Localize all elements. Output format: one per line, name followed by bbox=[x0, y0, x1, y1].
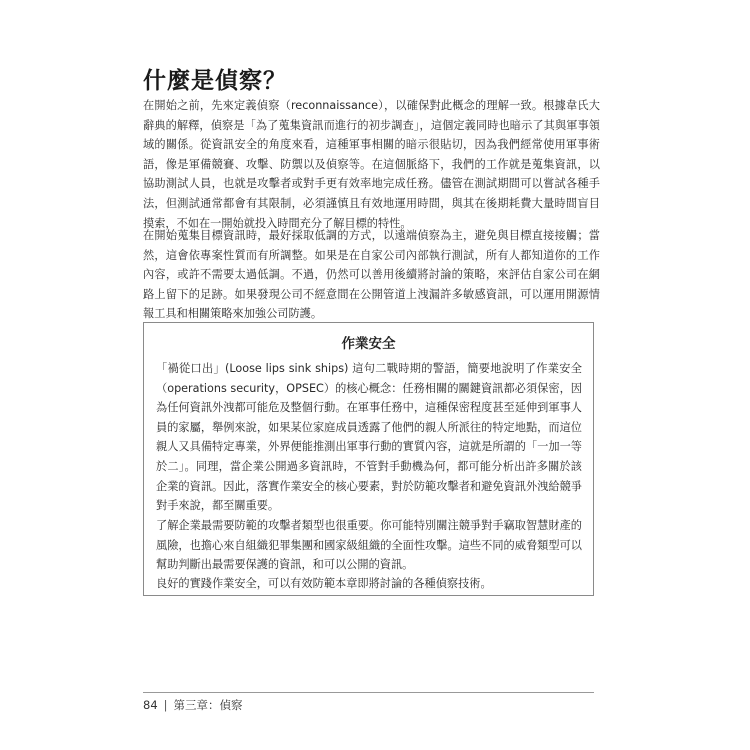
section-heading: 什麼是偵察？ bbox=[143, 68, 287, 94]
page-number: 84 bbox=[143, 698, 158, 712]
footer-separator: | bbox=[163, 698, 168, 712]
page-footer bbox=[143, 697, 243, 713]
chapter-label: 第三章：偵察 bbox=[173, 698, 243, 712]
sidebar-paragraph-1: 「禍從口出」(Loose lips sink ships) 這句二戰時期的警語，簡要地說明了作業安全（operations security，OPSEC）的核心概念：任務相關的關鍵資訊都必須保密，因為任何資訊外洩都可能危及整個行動。在軍事任務中，這種保密程度甚至延伸到軍事人員的家屬，舉例來說，如果某位家庭成員透露了他們的親人所派往的特定地點，而這位親人又具備特定專業，外界便能推測出軍事行動的實質內容，這就是所謂的「一加一等於二」。同理，當企業公開過多資訊時，不管對手動機為何，都可能分析出許多關於該企業的資訊。因此，落實作業安全的核心要素，對於防範攻擊者和避免資訊外洩給競爭對手來說，都至關重要。 bbox=[156, 362, 582, 513]
body-paragraph-2: 在開始蒐集目標資訊時，最好採取低調的方式，以遠端偵察為主，避免與目標直接接觸；當然，這會依專案性質而有所調整。如果是在自家公司內部執行測試，所有人都知道你的工作內容，或許不需要太過低調。不過，仍然可以善用後續將討論的策略，來評估自家公司在網路上留下的足跡。如果發現公司不經意間在公開管道上洩漏許多敏感資訊，可以運用開源情報工具和相關策略來加強公司防護。 bbox=[143, 229, 600, 321]
sidebar-paragraph-2: 了解企業最需要防範的攻擊者類型也很重要。你可能特別關注競爭對手竊取智慧財產的風險，也擔心來自組織犯罪集團和國家級組織的全面性攻擊。這些不同的威脅類型可以幫助判斷出最需要保護的資訊，和可以公開的資訊。 bbox=[156, 519, 582, 572]
footer-divider bbox=[143, 692, 594, 693]
sidebar-title: 作業安全 bbox=[341, 336, 396, 352]
sidebar-paragraph-3: 良好的實踐作業安全，可以有效防範本章即將討論的各種偵察技術。 bbox=[156, 577, 492, 590]
body-paragraph-1: 在開始之前，先來定義偵察（reconnaissance），以確保對此概念的理解一致。根據韋氏大辭典的解釋，偵察是「為了蒐集資訊而進行的初步調查」，這個定義同時也暗示了其與軍事領域的關係。從資訊安全的角度來看，這種軍事相關的暗示很貼切，因為我們經常使用軍事術語，像是軍備競賽、攻擊、防禦以及偵察等。在這個脈絡下，我們的工作就是蒐集資訊，以協助測試人員，也就是攻擊者或對手更有效率地完成任務。儘管在測試期間可以嘗試各種手法，但測試通常都會有其限制，必須謹慎且有效地運用時間，與其在後期耗費大量時間盲目摸索，不如在一開始就投入時間充分了解目標的特性。 bbox=[143, 99, 600, 230]
opsec-sidebar-box bbox=[143, 322, 594, 596]
